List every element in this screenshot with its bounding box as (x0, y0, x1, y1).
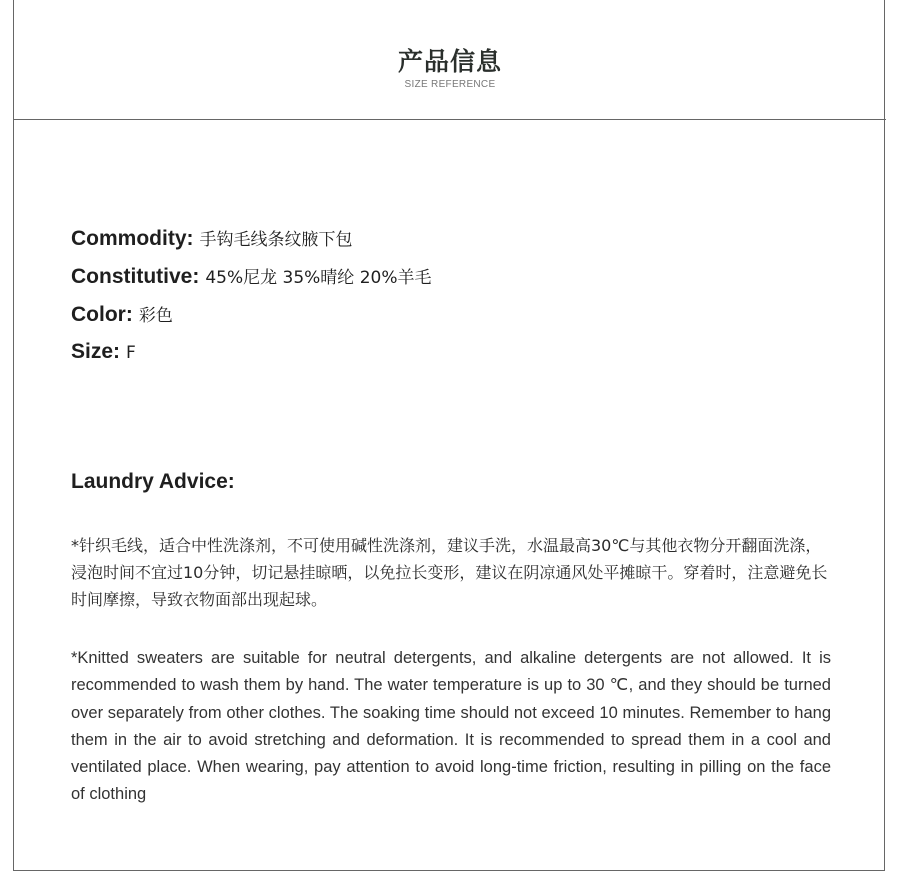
spec-label: Commodity: (71, 227, 194, 250)
page-subtitle: SIZE REFERENCE (404, 79, 496, 90)
laundry-advice-chinese: *针织毛线，适合中性洗涤剂，不可使用碱性洗涤剂，建议手洗，水温最高30℃与其他衣物分开翻面洗涤，浸泡时间不宜过10分钟，切记悬挂晾晒，以免拉长变形，建议在阴凉通风处平摊晾干。穿着时，注意避免长时间摩擦，导致衣物面部出现起球。 (71, 536, 828, 609)
spec-value: 手钩毛线条纹腋下包 (199, 230, 353, 250)
header-divider (13, 119, 886, 120)
spec-label: Size: (71, 340, 121, 363)
spec-constitutive (71, 263, 432, 289)
spec-label: Color: (71, 303, 133, 326)
laundry-advice-english: *Knitted sweaters are suitable for neutral detergents, and alkaline detergents are not allowed. It is recommended to wash them by hand. The water temperature is up to 30 ℃, and they should be turned over separately from other clothes. The soaking time should not exceed 10 minutes. Remember to hang them in the air to avoid stretching and deformation. It is recommended to spread them in a cool and ventilated place. When wearing, pay attention to avoid long-time friction, resulting in pilling on the face of clothing (71, 649, 831, 804)
spec-size (71, 340, 136, 364)
spec-color (71, 301, 173, 327)
spec-label: Constitutive: (71, 265, 200, 288)
spec-commodity (71, 225, 353, 251)
page-title: 产品信息 (397, 47, 502, 76)
spec-value: 彩色 (138, 306, 173, 326)
spec-value: 45%尼龙 35%晴纶 20%羊毛 (205, 268, 432, 288)
spec-value: F (126, 343, 136, 363)
laundry-heading: Laundry Advice: (71, 470, 235, 493)
